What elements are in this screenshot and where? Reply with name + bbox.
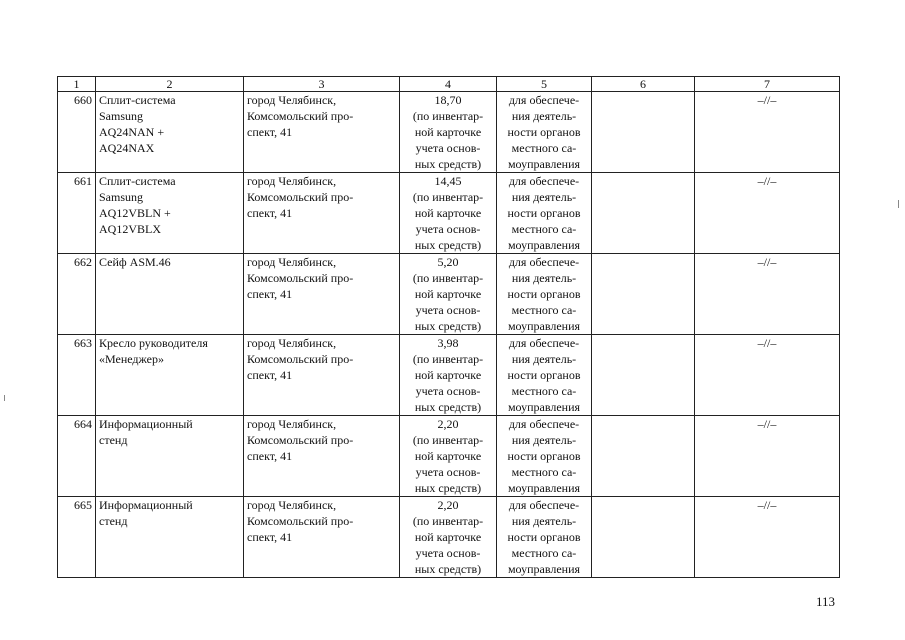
- column-header-4: 4: [400, 77, 497, 92]
- item-value-line: 14,45: [434, 174, 462, 188]
- item-name-line: Samsung: [99, 190, 144, 204]
- item-purpose: [497, 92, 592, 173]
- item-value-line: учета основ-: [415, 303, 481, 317]
- item-name-line: AQ12VBLN +: [99, 206, 171, 220]
- item-number: 662: [58, 254, 96, 335]
- item-address-line: Комсомольский про-: [247, 514, 354, 528]
- scan-mark: [898, 200, 899, 208]
- item-name-line: Кресло руководителя: [99, 336, 208, 350]
- item-address-line: город Челябинск,: [247, 336, 337, 350]
- item-purpose-line: местного са-: [511, 141, 577, 155]
- item-purpose-line: для обеспече-: [508, 417, 580, 431]
- item-name-line: стенд: [99, 514, 128, 528]
- table-body: [58, 92, 840, 578]
- item-address-line: спект, 41: [247, 125, 293, 139]
- item-purpose-line: местного са-: [511, 465, 577, 479]
- table-row: [58, 173, 840, 254]
- item-purpose-line: моуправления: [507, 238, 581, 252]
- item-value-line: (по инвентар-: [412, 352, 484, 366]
- item-purpose-line: ния деятель-: [511, 352, 577, 366]
- item-address-line: спект, 41: [247, 368, 293, 382]
- item-value-line: ной карточке: [414, 530, 482, 544]
- page-number: 113: [816, 594, 836, 609]
- item-name-line: «Менеджер»: [99, 352, 164, 366]
- item-value-line: учета основ-: [415, 141, 481, 155]
- item-purpose: [497, 497, 592, 578]
- item-address-line: Комсомольский про-: [247, 109, 354, 123]
- item-col7: –//–: [695, 497, 840, 578]
- item-col6: [592, 92, 695, 173]
- item-col7: –//–: [695, 335, 840, 416]
- item-address-line: город Челябинск,: [247, 93, 337, 107]
- item-value-line: 18,70: [434, 93, 462, 107]
- item-purpose: [497, 254, 592, 335]
- item-address-line: город Челябинск,: [247, 174, 337, 188]
- item-value: [400, 92, 497, 173]
- item-purpose-line: местного са-: [511, 546, 577, 560]
- item-value-line: ных средств): [414, 238, 482, 252]
- item-purpose-line: для обеспече-: [508, 174, 580, 188]
- item-name-line: AQ12VBLX: [99, 222, 161, 236]
- item-purpose-line: для обеспече-: [508, 255, 580, 269]
- item-name-line: AQ24NAX: [99, 141, 155, 155]
- item-value-line: учета основ-: [415, 546, 481, 560]
- item-address-line: город Челябинск,: [247, 498, 337, 512]
- table-row: [58, 497, 840, 578]
- item-name-line: Информационный: [99, 498, 193, 512]
- item-value-line: учета основ-: [415, 465, 481, 479]
- item-purpose-line: ности органов: [507, 530, 581, 544]
- item-purpose-line: ния деятель-: [511, 433, 577, 447]
- item-address: [244, 497, 400, 578]
- item-purpose-line: для обеспече-: [508, 93, 580, 107]
- item-col6: [592, 173, 695, 254]
- item-name: [96, 92, 244, 173]
- table-row: [58, 254, 840, 335]
- item-name-line: AQ24NAN +: [99, 125, 165, 139]
- item-address-line: Комсомольский про-: [247, 433, 354, 447]
- item-value: [400, 254, 497, 335]
- item-name-line: Информационный: [99, 417, 193, 431]
- item-value-line: ных средств): [414, 157, 482, 171]
- item-value-line: 5,20: [437, 255, 459, 269]
- header-row: [58, 77, 840, 92]
- item-purpose-line: ности органов: [507, 368, 581, 382]
- item-value-line: 3,98: [437, 336, 459, 350]
- item-col7: –//–: [695, 416, 840, 497]
- item-value-line: ных средств): [414, 481, 482, 495]
- item-value-line: (по инвентар-: [412, 271, 484, 285]
- item-address: [244, 92, 400, 173]
- item-address: [244, 254, 400, 335]
- item-number: 665: [58, 497, 96, 578]
- item-value-line: ных средств): [414, 562, 482, 576]
- item-value-line: 2,20: [437, 498, 459, 512]
- item-address-line: спект, 41: [247, 449, 293, 463]
- item-col6: [592, 254, 695, 335]
- column-header-2: 2: [96, 77, 244, 92]
- item-address-line: Комсомольский про-: [247, 190, 354, 204]
- item-value-line: ной карточке: [414, 287, 482, 301]
- item-address-line: Комсомольский про-: [247, 352, 354, 366]
- item-value-line: (по инвентар-: [412, 190, 484, 204]
- table-row: [58, 416, 840, 497]
- item-col6: [592, 497, 695, 578]
- item-name-line: стенд: [99, 433, 128, 447]
- item-purpose-line: моуправления: [507, 481, 581, 495]
- item-value-line: 2,20: [437, 417, 459, 431]
- item-purpose-line: ности органов: [507, 206, 581, 220]
- item-number: 663: [58, 335, 96, 416]
- table-row: [58, 335, 840, 416]
- item-name: [96, 416, 244, 497]
- item-purpose-line: местного са-: [511, 222, 577, 236]
- column-header-1: 1: [58, 77, 96, 92]
- column-header-5: 5: [497, 77, 592, 92]
- item-address-line: спект, 41: [247, 530, 293, 544]
- item-name: [96, 173, 244, 254]
- item-number: 660: [58, 92, 96, 173]
- item-value-line: (по инвентар-: [412, 433, 484, 447]
- item-value-line: (по инвентар-: [412, 514, 484, 528]
- item-purpose-line: ния деятель-: [511, 271, 577, 285]
- item-col6: [592, 335, 695, 416]
- item-value: [400, 335, 497, 416]
- item-address: [244, 173, 400, 254]
- item-value-line: ной карточке: [414, 206, 482, 220]
- table-row: [58, 92, 840, 173]
- item-value: [400, 173, 497, 254]
- scan-mark: [4, 395, 5, 401]
- item-value: [400, 497, 497, 578]
- item-value-line: ной карточке: [414, 449, 482, 463]
- item-name-line: Сплит-система: [99, 174, 176, 188]
- column-header-6: 6: [592, 77, 695, 92]
- item-name-line: Samsung: [99, 109, 144, 123]
- item-value-line: учета основ-: [415, 222, 481, 236]
- column-header-3: 3: [244, 77, 400, 92]
- item-purpose-line: для обеспече-: [508, 336, 580, 350]
- item-name: [96, 497, 244, 578]
- item-address-line: спект, 41: [247, 206, 293, 220]
- item-value-line: учета основ-: [415, 384, 481, 398]
- item-purpose-line: для обеспече-: [508, 498, 580, 512]
- column-header-7: 7: [695, 77, 840, 92]
- item-purpose-line: ности органов: [507, 287, 581, 301]
- item-purpose: [497, 173, 592, 254]
- item-address-line: спект, 41: [247, 287, 293, 301]
- item-purpose: [497, 335, 592, 416]
- item-purpose-line: моуправления: [507, 400, 581, 414]
- item-purpose-line: моуправления: [507, 319, 581, 333]
- item-purpose-line: ния деятель-: [511, 109, 577, 123]
- item-name: [96, 335, 244, 416]
- item-address-line: город Челябинск,: [247, 255, 337, 269]
- item-value-line: ных средств): [414, 319, 482, 333]
- item-col7: –//–: [695, 254, 840, 335]
- item-address-line: Комсомольский про-: [247, 271, 354, 285]
- item-purpose-line: ния деятель-: [511, 514, 577, 528]
- item-address-line: город Челябинск,: [247, 417, 337, 431]
- item-purpose-line: ности органов: [507, 125, 581, 139]
- item-purpose-line: ности органов: [507, 449, 581, 463]
- item-address: [244, 416, 400, 497]
- item-address: [244, 335, 400, 416]
- item-col6: [592, 416, 695, 497]
- item-name-line: Сейф ASM.46: [99, 255, 171, 269]
- item-col7: –//–: [695, 92, 840, 173]
- item-value-line: (по инвентар-: [412, 109, 484, 123]
- item-value-line: ной карточке: [414, 125, 482, 139]
- property-table: [57, 76, 840, 578]
- item-number: 661: [58, 173, 96, 254]
- item-col7: –//–: [695, 173, 840, 254]
- item-purpose-line: моуправления: [507, 562, 581, 576]
- item-name-line: Сплит-система: [99, 93, 176, 107]
- item-value-line: ных средств): [414, 400, 482, 414]
- item-purpose-line: местного са-: [511, 303, 577, 317]
- item-value-line: ной карточке: [414, 368, 482, 382]
- item-value: [400, 416, 497, 497]
- item-number: 664: [58, 416, 96, 497]
- item-purpose: [497, 416, 592, 497]
- item-name: [96, 254, 244, 335]
- item-purpose-line: моуправления: [507, 157, 581, 171]
- item-purpose-line: ния деятель-: [511, 190, 577, 204]
- item-purpose-line: местного са-: [511, 384, 577, 398]
